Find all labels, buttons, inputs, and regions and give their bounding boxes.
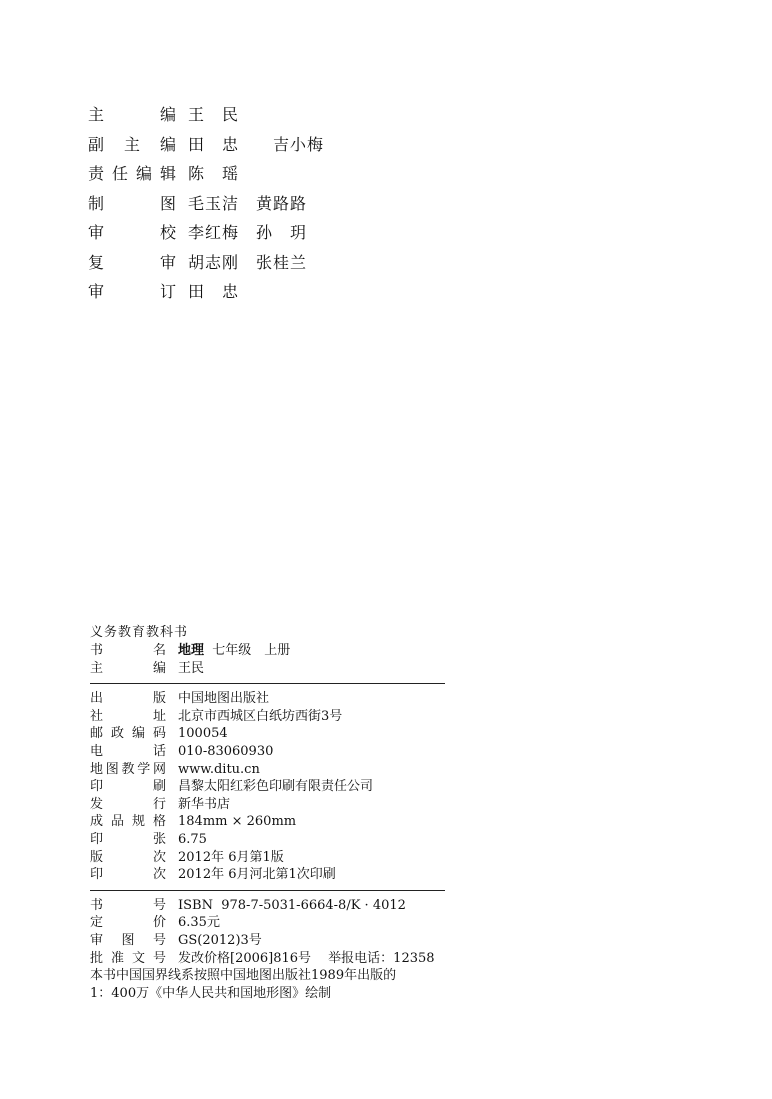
staff-name: 王 民	[188, 105, 240, 125]
colophon-label: 批 准 文 号	[90, 950, 166, 966]
colophon-label: 出 版	[90, 691, 166, 707]
staff-row	[88, 129, 324, 159]
colophon-row	[90, 778, 445, 796]
staff-row	[88, 276, 324, 306]
colophon-label: 社 址	[90, 708, 166, 724]
colophon-row	[90, 796, 445, 814]
divider	[90, 683, 445, 684]
staff-role: 复 审	[88, 252, 176, 272]
staff-row	[88, 188, 324, 218]
colophon-value: 010-83060930	[178, 743, 274, 759]
notes-block	[90, 967, 445, 1002]
staff-row	[88, 247, 324, 277]
colophon-row	[90, 725, 445, 743]
colophon-label: 邮 政 编 码	[90, 726, 166, 742]
staff-name: 李红梅 孙 玥	[188, 223, 308, 243]
colophon-row	[90, 897, 445, 915]
colophon-row	[90, 708, 445, 726]
staff-credits	[88, 99, 324, 306]
series-title: 义务教育教科书	[90, 625, 189, 640]
colophon-row	[90, 831, 445, 849]
staff-role: 审 订	[88, 282, 176, 302]
colophon-label: 印 次	[90, 867, 166, 883]
staff-role: 责 任 编 辑	[88, 164, 176, 184]
colophon-label: 审 图 号	[90, 932, 166, 948]
colophon-row	[90, 690, 445, 708]
colophon-row	[90, 914, 445, 932]
colophon-label: 主 编	[90, 660, 166, 676]
colophon-value: 184mm × 260mm	[178, 814, 297, 830]
colophon-label: 印 刷	[90, 779, 166, 795]
colophon-value: 昌黎太阳红彩色印刷有限责任公司	[178, 779, 374, 795]
colophon-value: 100054	[178, 726, 228, 742]
colophon-value: ISBN 978-7-5031-6664-8/K · 4012	[178, 897, 406, 913]
colophon-value: 北京市西城区白纸坊西街3号	[178, 708, 343, 724]
colophon-row	[90, 761, 445, 779]
colophon-label: 书 名	[90, 643, 166, 658]
staff-role: 制 图	[88, 193, 176, 213]
staff-name: 田 忠 吉小梅	[188, 134, 325, 154]
colophon-label: 定 价	[90, 915, 166, 931]
colophon-row	[90, 932, 445, 950]
staff-role: 主 编	[88, 105, 176, 125]
colophon-label: 成 品 规 格	[90, 814, 166, 830]
colophon-value: 新华书店	[178, 796, 231, 812]
colophon-label: 书 号	[90, 897, 166, 913]
colophon-row	[90, 642, 445, 660]
colophon-row	[90, 849, 445, 867]
colophon-value: www.ditu.cn	[178, 761, 260, 777]
colophon-label: 印 张	[90, 831, 166, 847]
colophon-row	[90, 813, 445, 831]
colophon-row	[90, 743, 445, 761]
divider	[90, 890, 445, 891]
map-note-line: 本书中国国界线系按照中国地图出版社1989年出版的	[90, 968, 397, 984]
colophon-value: 发改价格[2006]816号 举报电话：12358	[178, 950, 435, 966]
colophon-value: 王民	[178, 660, 205, 676]
book-title: 地理	[178, 643, 205, 658]
colophon-row	[90, 660, 445, 678]
colophon-row	[90, 950, 445, 968]
colophon-label: 版 次	[90, 849, 166, 865]
colophon-value: 6.75	[178, 831, 207, 847]
staff-name: 田 忠	[188, 282, 240, 302]
colophon-value: 中国地图出版社	[178, 691, 270, 707]
staff-name: 毛玉洁 黄路路	[188, 193, 308, 213]
map-note-line: 1：400万《中华人民共和国地形图》绘制	[90, 985, 332, 1001]
staff-name: 胡志刚 张桂兰	[188, 252, 308, 272]
colophon-value: 2012年 6月河北第1次印刷	[178, 867, 336, 883]
colophon-label: 电 话	[90, 743, 166, 759]
staff-row	[88, 158, 324, 188]
staff-role: 审 校	[88, 223, 176, 243]
colophon-label: 地 图 教 学 网	[90, 761, 166, 777]
colophon-label: 发 行	[90, 796, 166, 812]
staff-row	[88, 217, 324, 247]
colophon-row	[90, 866, 445, 884]
catalog-block	[90, 897, 445, 967]
staff-row	[88, 99, 324, 129]
staff-role: 副 主 编	[88, 134, 176, 154]
colophon-value: GS(2012)3号	[178, 932, 262, 948]
head-block	[90, 642, 445, 677]
colophon-value: 地理 七年级 上册	[178, 643, 291, 658]
publication-block	[90, 690, 445, 884]
colophon-value: 2012年 6月第1版	[178, 849, 284, 865]
colophon	[90, 624, 445, 1002]
staff-name: 陈 瑶	[188, 164, 240, 184]
colophon-value: 6.35元	[178, 915, 220, 931]
